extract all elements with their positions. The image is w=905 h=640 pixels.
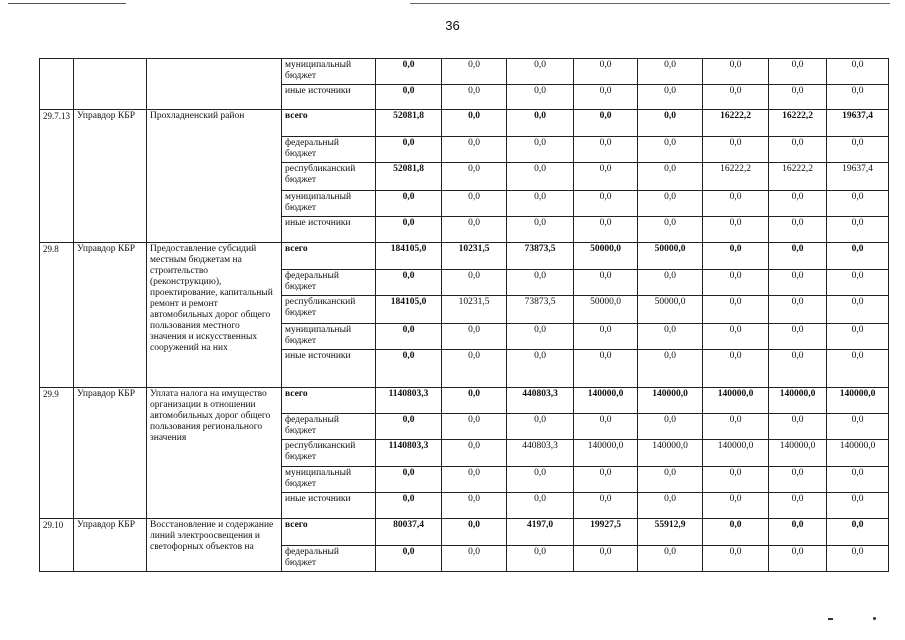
value-cell: 0,0 [769,296,827,324]
value-cell: 0,0 [507,467,574,493]
value-cell: 0,0 [442,163,507,191]
value-cell: 16222,2 [769,163,827,191]
value-cell: 0,0 [827,137,889,163]
value-cell: 0,0 [769,191,827,217]
value-cell: 0,0 [507,59,574,85]
value-cell: 140000,0 [769,440,827,467]
funding-source: иные источники [282,493,376,519]
value-cell: 0,0 [442,546,507,572]
scan-top-rule-left [8,3,126,4]
value-cell: 16222,2 [769,110,827,137]
value-cell: 0,0 [507,414,574,440]
value-cell: 50000,0 [574,296,638,324]
value-cell: 184105,0 [376,296,442,324]
executor-name: Управдор КБР [74,110,147,243]
value-cell: 140000,0 [638,440,703,467]
value-cell: 0,0 [769,546,827,572]
value-cell: 52081,8 [376,163,442,191]
budget-table-body [40,59,889,572]
value-cell: 140000,0 [827,440,889,467]
value-cell: 0,0 [769,137,827,163]
measure-name: Прохладненский район [147,110,282,243]
page-number: 36 [445,18,460,33]
value-cell: 440803,3 [507,388,574,414]
value-cell: 0,0 [638,270,703,296]
value-cell: 0,0 [574,163,638,191]
value-cell: 0,0 [376,85,442,110]
executor-name: Управдор КБР [74,388,147,519]
table-row [40,59,889,85]
value-cell: 0,0 [769,467,827,493]
value-cell: 0,0 [376,137,442,163]
value-cell: 0,0 [376,191,442,217]
value-cell: 0,0 [574,59,638,85]
name-cell [147,59,282,110]
value-cell: 0,0 [769,324,827,350]
funding-source: всего [282,519,376,546]
value-cell: 0,0 [376,270,442,296]
value-cell: 0,0 [703,296,769,324]
value-cell: 0,0 [827,519,889,546]
funding-source: федеральный бюджет [282,546,376,572]
value-cell: 0,0 [507,217,574,243]
value-cell: 0,0 [638,137,703,163]
value-cell: 0,0 [507,137,574,163]
executor-name: Управдор КБР [74,519,147,572]
executor-cell [74,59,147,110]
value-cell: 0,0 [442,350,507,388]
value-cell: 0,0 [769,270,827,296]
value-cell: 140000,0 [638,388,703,414]
value-cell: 1140803,3 [376,440,442,467]
value-cell: 19637,4 [827,163,889,191]
value-cell: 0,0 [376,493,442,519]
value-cell: 0,0 [574,217,638,243]
value-cell: 0,0 [703,191,769,217]
value-cell: 50000,0 [638,296,703,324]
funding-source: муниципальный бюджет [282,191,376,217]
value-cell: 0,0 [574,137,638,163]
value-cell: 16222,2 [703,110,769,137]
funding-source: федеральный бюджет [282,137,376,163]
value-cell: 0,0 [574,493,638,519]
value-cell: 0,0 [638,324,703,350]
value-cell: 140000,0 [703,388,769,414]
value-cell: 0,0 [574,414,638,440]
value-cell: 0,0 [442,324,507,350]
value-cell: 0,0 [442,217,507,243]
value-cell: 0,0 [827,414,889,440]
funding-source: муниципальный бюджет [282,324,376,350]
value-cell: 0,0 [769,414,827,440]
value-cell: 19637,4 [827,110,889,137]
value-cell: 0,0 [703,137,769,163]
value-cell: 0,0 [574,546,638,572]
value-cell: 0,0 [769,243,827,270]
value-cell: 0,0 [827,493,889,519]
value-cell: 0,0 [703,243,769,270]
value-cell: 0,0 [442,191,507,217]
value-cell: 440803,3 [507,440,574,467]
funding-source: муниципальный бюджет [282,467,376,493]
value-cell: 0,0 [442,110,507,137]
value-cell: 0,0 [827,467,889,493]
value-cell: 0,0 [638,217,703,243]
value-cell: 0,0 [574,85,638,110]
value-cell: 16222,2 [703,163,769,191]
funding-source: республиканский бюджет [282,440,376,467]
value-cell: 140000,0 [827,388,889,414]
value-cell: 0,0 [376,467,442,493]
value-cell: 0,0 [703,467,769,493]
value-cell: 50000,0 [638,243,703,270]
source-cell: муниципальный бюджет [282,59,376,85]
value-cell: 0,0 [769,493,827,519]
value-cell: 0,0 [827,546,889,572]
value-cell: 52081,8 [376,110,442,137]
value-cell: 0,0 [638,546,703,572]
value-cell: 1140803,3 [376,388,442,414]
funding-source: всего [282,110,376,137]
value-cell: 0,0 [507,270,574,296]
value-cell: 0,0 [376,414,442,440]
value-cell: 0,0 [376,59,442,85]
value-cell: 80037,4 [376,519,442,546]
value-cell: 0,0 [703,493,769,519]
value-cell: 0,0 [703,270,769,296]
value-cell: 0,0 [574,270,638,296]
value-cell: 0,0 [442,467,507,493]
value-cell: 0,0 [507,191,574,217]
value-cell: 0,0 [827,217,889,243]
funding-source: иные источники [282,350,376,388]
value-cell: 0,0 [827,243,889,270]
value-cell: 0,0 [574,324,638,350]
value-cell: 0,0 [703,217,769,243]
value-cell: 0,0 [376,324,442,350]
value-cell: 50000,0 [574,243,638,270]
funding-source: иные источники [282,217,376,243]
value-cell: 140000,0 [769,388,827,414]
value-cell: 19927,5 [574,519,638,546]
value-cell: 0,0 [507,546,574,572]
value-cell: 0,0 [703,519,769,546]
value-cell: 0,0 [507,163,574,191]
value-cell: 0,0 [827,350,889,388]
value-cell: 0,0 [638,163,703,191]
value-cell: 0,0 [442,414,507,440]
value-cell: 0,0 [507,324,574,350]
item-number: 29.7.13 [40,110,74,243]
table-row [40,110,889,137]
funding-source: федеральный бюджет [282,270,376,296]
value-cell: 0,0 [507,493,574,519]
value-cell: 0,0 [703,59,769,85]
scan-ink-mark [828,618,833,620]
measure-name: Восстановление и содержание линий электроосвещения и светофорных объектов на [147,519,282,572]
value-cell: 0,0 [769,85,827,110]
value-cell: 73873,5 [507,296,574,324]
value-cell: 0,0 [638,467,703,493]
table-row [40,388,889,414]
value-cell: 0,0 [442,440,507,467]
value-cell: 140000,0 [574,440,638,467]
executor-name: Управдор КБР [74,243,147,388]
value-cell: 0,0 [442,493,507,519]
value-cell: 4197,0 [507,519,574,546]
measure-name: Уплата налога на имущество организации в отношении автомобильных дорог общего пользования регионального значения [147,388,282,519]
value-cell: 140000,0 [574,388,638,414]
value-cell: 0,0 [507,85,574,110]
item-number: 29.8 [40,243,74,388]
value-cell: 0,0 [574,350,638,388]
value-cell: 55912,9 [638,519,703,546]
value-cell: 0,0 [638,110,703,137]
value-cell: 184105,0 [376,243,442,270]
value-cell: 0,0 [574,191,638,217]
value-cell: 0,0 [638,350,703,388]
source-cell: иные источники [282,85,376,110]
value-cell: 10231,5 [442,243,507,270]
value-cell: 0,0 [507,110,574,137]
value-cell: 0,0 [638,414,703,440]
value-cell: 0,0 [638,85,703,110]
table-row [40,519,889,546]
value-cell: 0,0 [638,191,703,217]
value-cell: 0,0 [507,350,574,388]
value-cell: 0,0 [376,350,442,388]
value-cell: 0,0 [769,59,827,85]
value-cell: 0,0 [442,519,507,546]
value-cell: 0,0 [638,59,703,85]
value-cell: 0,0 [442,137,507,163]
value-cell: 0,0 [769,519,827,546]
scan-top-rule-right [410,3,890,4]
value-cell: 0,0 [703,546,769,572]
value-cell: 0,0 [376,546,442,572]
number-cell [40,59,74,110]
funding-source: всего [282,388,376,414]
funding-source: всего [282,243,376,270]
value-cell: 0,0 [827,270,889,296]
value-cell: 0,0 [769,350,827,388]
value-cell: 0,0 [442,388,507,414]
value-cell: 0,0 [827,296,889,324]
table-row [40,243,889,270]
value-cell: 0,0 [574,467,638,493]
value-cell: 0,0 [442,85,507,110]
value-cell: 73873,5 [507,243,574,270]
measure-name: Предоставление субсидий местным бюджетам на строительство (реконструкцию), проектирование, капитальный ремонт и ремонт автомобильных дорог общего пользования местного значения и искусственных сооружений на них [147,243,282,388]
item-number: 29.9 [40,388,74,519]
item-number: 29.10 [40,519,74,572]
value-cell: 0,0 [827,191,889,217]
funding-source: федеральный бюджет [282,414,376,440]
value-cell: 140000,0 [703,440,769,467]
value-cell: 0,0 [827,59,889,85]
value-cell: 0,0 [703,414,769,440]
value-cell: 0,0 [574,110,638,137]
value-cell: 0,0 [376,217,442,243]
value-cell: 0,0 [769,217,827,243]
value-cell: 0,0 [442,270,507,296]
value-cell: 0,0 [703,324,769,350]
scan-ink-dot [873,617,876,620]
funding-source: республиканский бюджет [282,296,376,324]
value-cell: 0,0 [827,324,889,350]
value-cell: 0,0 [442,59,507,85]
value-cell: 0,0 [703,85,769,110]
funding-source: республиканский бюджет [282,163,376,191]
value-cell: 0,0 [703,350,769,388]
value-cell: 0,0 [638,493,703,519]
value-cell: 10231,5 [442,296,507,324]
value-cell: 0,0 [827,85,889,110]
budget-table [39,58,889,572]
